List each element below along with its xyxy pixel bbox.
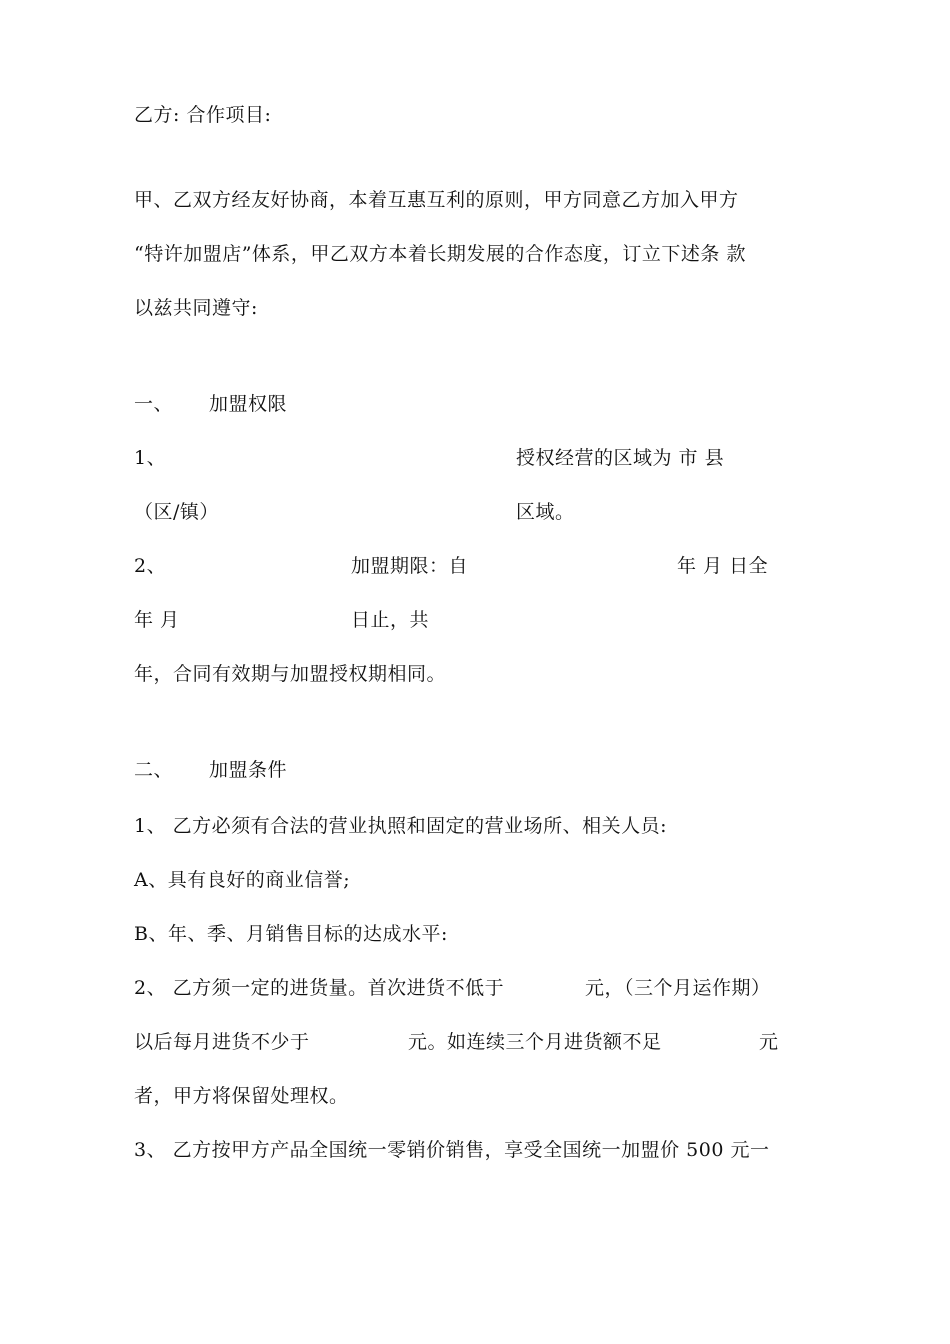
section-1-item-2-date-end: 年 月: [134, 609, 180, 631]
section-2-item-b: B、年、季、月销售目标的达成水平:: [134, 923, 448, 945]
intro-paragraph-line-2: “特许加盟店”体系，甲乙双方本着长期发展的合作态度，订立下述条 款: [134, 243, 746, 265]
section-2-item-a: A、具有良好的商业信誉;: [134, 869, 351, 891]
section-1-item-2-term-until: 日止，共: [351, 609, 430, 631]
section-1-number: 一、: [134, 393, 174, 415]
section-2-item-2-shortfall: 元。如连续三个月进货额不足: [408, 1031, 662, 1053]
intro-paragraph-line-1: 甲、乙双方经友好协商，本着互惠互利的原则，甲方同意乙方加入甲方: [134, 189, 739, 211]
section-2-item-3: 3、 乙方按甲方产品全国统一零销价销售，享受全国统一加盟价 500 元一: [134, 1139, 770, 1161]
section-1-title: 加盟权限: [209, 393, 288, 415]
section-1-item-1-area: 区域。: [516, 501, 575, 523]
section-1-item-2-date-start: 年 月 日全: [677, 555, 769, 577]
section-2-item-2-first-order: 2、 乙方须一定的进货量。首次进货不低于: [134, 977, 505, 999]
intro-paragraph-line-3: 以兹共同遵守:: [134, 297, 258, 319]
section-2-number: 二、: [134, 759, 174, 781]
section-2-item-2-monthly-order: 以后每月进货不少于: [134, 1031, 310, 1053]
party-b-line: 乙方: 合作项目:: [134, 104, 272, 126]
section-1-item-2-number: 2、: [134, 555, 167, 577]
section-2-item-2-reserve: 者，甲方将保留处理权。: [134, 1085, 349, 1107]
section-2-item-1: 1、 乙方必须有合法的营业执照和固定的营业场所、相关人员:: [134, 815, 668, 837]
section-1-item-2-validity: 年，合同有效期与加盟授权期相同。: [134, 663, 447, 685]
section-1-item-2-term-from: 加盟期限：自: [351, 555, 469, 577]
section-1-item-1-region: 授权经营的区域为 市 县: [516, 447, 725, 469]
section-2-item-2-yuan: 元: [759, 1031, 779, 1053]
section-2-item-2-trial-period: 元，（三个月运作期）: [585, 977, 771, 999]
section-2-title: 加盟条件: [209, 759, 288, 781]
section-1-item-1-number: 1、: [134, 447, 167, 469]
section-1-item-1-district: （区/镇）: [134, 501, 219, 523]
